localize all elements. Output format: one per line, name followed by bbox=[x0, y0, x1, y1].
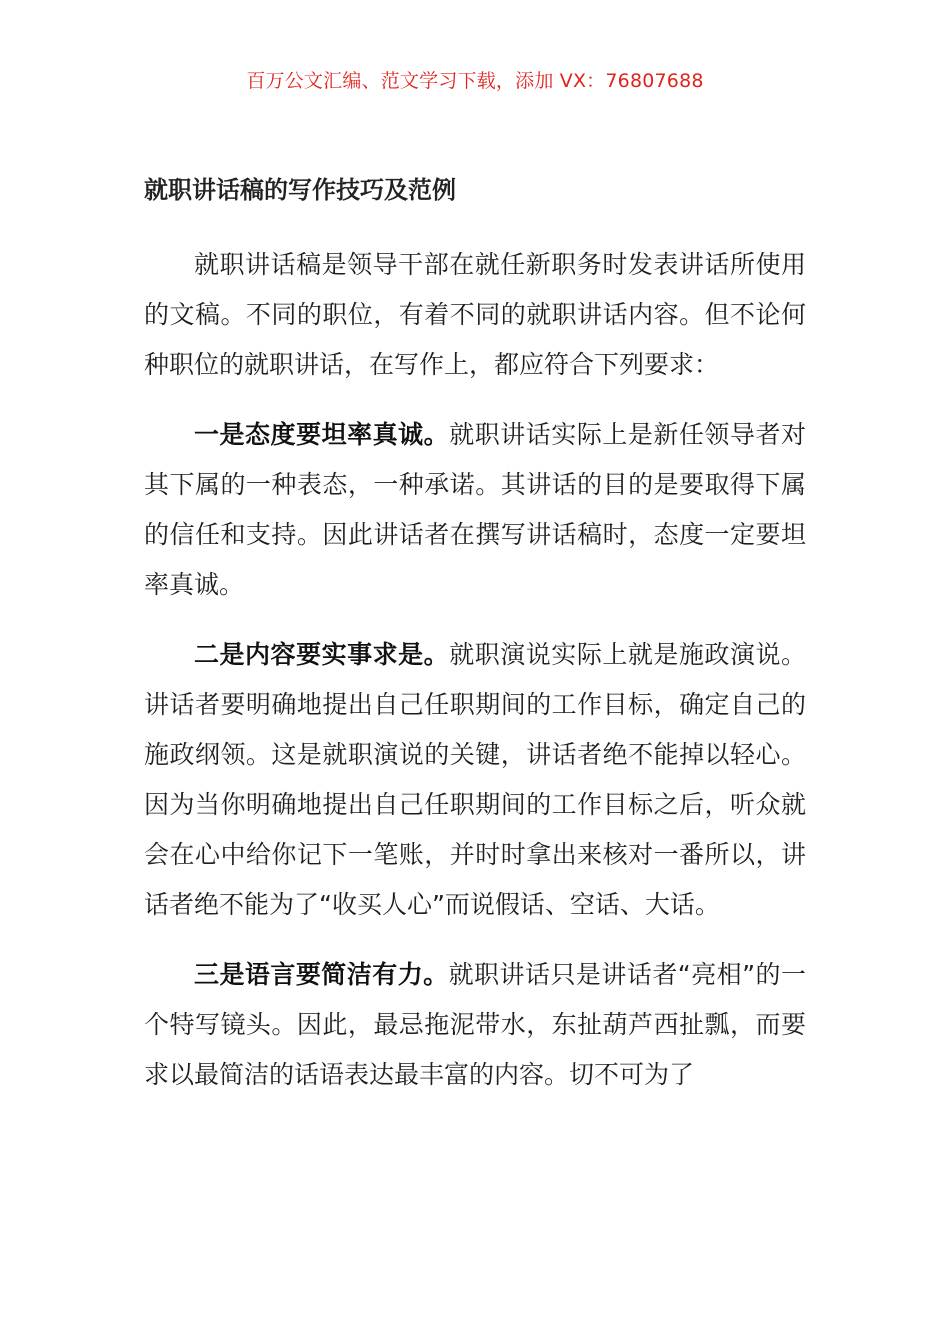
paragraph-content bbox=[144, 630, 806, 930]
promo-header: 百万公文汇编、范文学习下载，添加 VX：76807688 bbox=[246, 70, 704, 92]
paragraph-lead: 二是内容要实事求是。 bbox=[194, 640, 450, 669]
paragraph-language bbox=[144, 950, 806, 1100]
paragraph-intro bbox=[144, 240, 806, 390]
paragraph-text: 就职讲话稿是领导干部在就任新职务时发表讲话所使用的文稿。不同的职位，有着不同的就职讲话内容。但不论何种职位的就职讲话，在写作上，都应符合下列要求： bbox=[144, 250, 806, 379]
paragraph-text: 就职讲话实际上是新任领导者对其下属的一种表态，一种承诺。其讲话的目的是要取得下属的信任和支持。因此讲话者在撰写讲话稿时，态度一定要坦率真诚。 bbox=[144, 420, 806, 599]
document-body bbox=[144, 240, 806, 1120]
paragraph-text: 就职讲话只是讲话者“亮相”的一个特写镜头。因此，最忌拖泥带水，东扯葫芦西扯瓢，而要求以最简洁的话语表达最丰富的内容。切不可为了 bbox=[144, 960, 806, 1089]
paragraph-lead: 三是语言要简洁有力。 bbox=[194, 960, 449, 989]
paragraph-attitude bbox=[144, 410, 806, 610]
paragraph-lead: 一是态度要坦率真诚。 bbox=[194, 420, 450, 449]
paragraph-text: 就职演说实际上就是施政演说。讲话者要明确地提出自己任职期间的工作目标，确定自己的施政纲领。这是就职演说的关键，讲话者绝不能掉以轻心。因为当你明确地提出自己任职期间的工作目标之后，听众就会在心中给你记下一笔账，并时时拿出来核对一番所以，讲话者绝不能为了“收买人心”而说假话、空话、大话。 bbox=[144, 640, 806, 919]
document-title: 就职讲话稿的写作技巧及范例 bbox=[144, 176, 456, 204]
